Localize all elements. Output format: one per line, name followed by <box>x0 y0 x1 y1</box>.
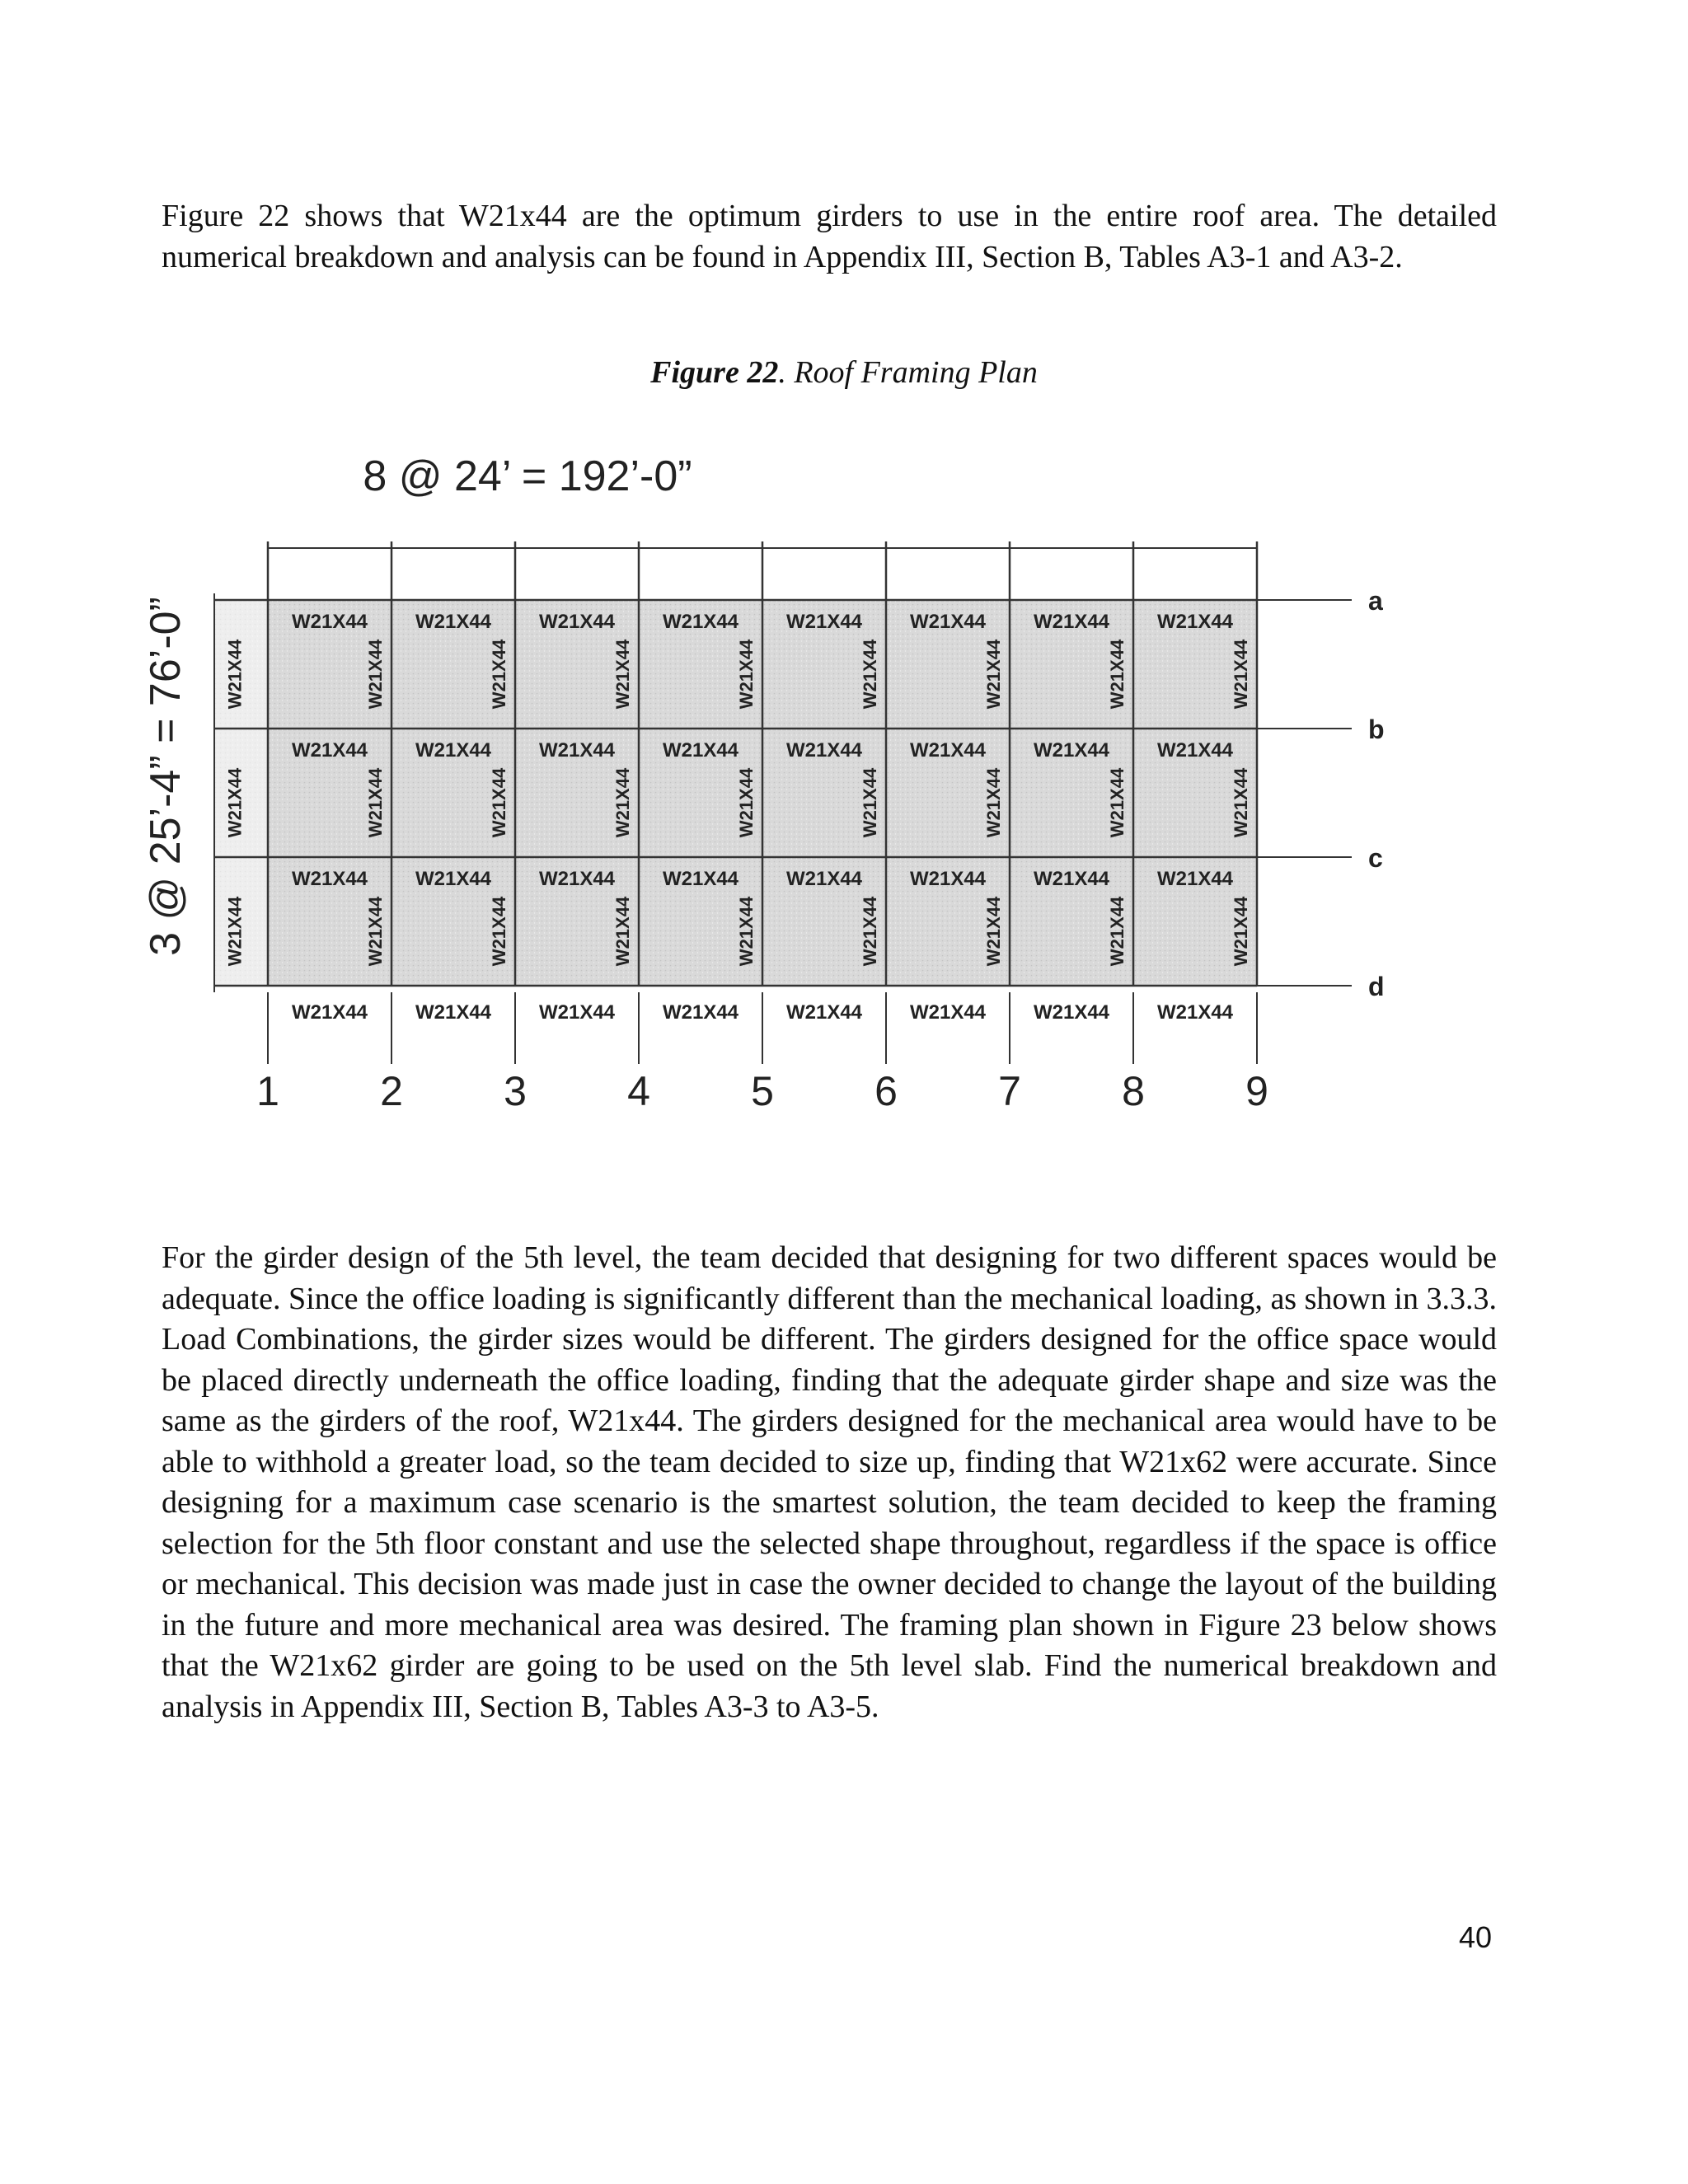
beam-label: W21X44 <box>612 896 633 967</box>
framing-plan-drawing <box>140 445 1459 1154</box>
girder-label: W21X44 <box>785 739 863 762</box>
girder-label: W21X44 <box>1156 1001 1234 1024</box>
row-grid-label-b: b <box>1368 715 1385 744</box>
column-grid-label-3: 3 <box>504 1068 527 1114</box>
girder-label: W21X44 <box>1156 611 1234 633</box>
beam-label: W21X44 <box>365 767 386 838</box>
girder-label: W21X44 <box>785 868 863 890</box>
beam-label: W21X44 <box>365 639 386 710</box>
column-grid-label-1: 1 <box>256 1068 279 1114</box>
column-grid-label-5: 5 <box>751 1068 774 1114</box>
beam-label: W21X44 <box>736 639 757 710</box>
column-grid-label-6: 6 <box>874 1068 898 1114</box>
girder-label: W21X44 <box>415 611 492 633</box>
girder-label: W21X44 <box>662 868 739 890</box>
beam-label: W21X44 <box>736 896 757 967</box>
girder-label: W21X44 <box>415 739 492 762</box>
girder-label: W21X44 <box>291 739 368 762</box>
beam-label: W21X44 <box>1107 767 1128 838</box>
column-grid-label-2: 2 <box>380 1068 403 1114</box>
beam-label: W21X44 <box>1107 896 1128 967</box>
beam-label: W21X44 <box>612 767 633 838</box>
beam-label: W21X44 <box>1231 639 1251 710</box>
girder-label: W21X44 <box>1033 868 1110 890</box>
girder-label: W21X44 <box>538 611 616 633</box>
girder-label: W21X44 <box>291 1001 368 1024</box>
girder-label: W21X44 <box>291 611 368 633</box>
vertical-dimension-text: 3 @ 25’-4” = 76’-0” <box>142 597 190 956</box>
column-grid-label-4: 4 <box>627 1068 650 1114</box>
girder-label: W21X44 <box>1033 1001 1110 1024</box>
girder-label: W21X44 <box>415 868 492 890</box>
girder-label: W21X44 <box>662 739 739 762</box>
girder-label: W21X44 <box>1033 611 1110 633</box>
beam-label: W21X44 <box>983 767 1004 838</box>
column-grid-label-7: 7 <box>998 1068 1021 1114</box>
girder-label: W21X44 <box>662 1001 739 1024</box>
girder-label: W21X44 <box>909 611 987 633</box>
girder-label: W21X44 <box>662 611 739 633</box>
beam-label: W21X44 <box>860 896 880 967</box>
beam-label: W21X44 <box>612 639 633 710</box>
horizontal-dimension-text: 8 @ 24’ = 192’-0” <box>363 452 692 500</box>
girder-label: W21X44 <box>785 611 863 633</box>
column-grid-label-8: 8 <box>1122 1068 1145 1114</box>
girder-label: W21X44 <box>785 1001 863 1024</box>
girder-label: W21X44 <box>1156 739 1234 762</box>
row-grid-label-d: d <box>1368 972 1385 1001</box>
girder-design-paragraph: For the girder design of the 5th level, the team decided that designing for two different spaces would be adequate. Since the office loading is significantly different than the mechanical loading, as shown in 3.3.3. Load Combinations, the girder sizes would be different. The girders designed for the office space would be placed directly underneath the office loading, finding that the adequate girder shape and size was the same as the girders of the roof, W21x44. The girders designed for the mechanical area would have to be able to withhold a greater load, so the team decided to size up, finding that W21x62 were accurate. Since designing for a maximum case scenario is the smartest solution, the team decided to keep the framing selection for the 5th floor constant and use the selected shape throughout, regardless if the space is office or mechanical. This decision was made just in case the owner decided to change the layout of the building in the future and more mechanical area was desired. The framing plan shown in Figure 23 below shows that the W21x62 girder are going to be used on the 5th level slab. Find the numerical breakdown and analysis in Appendix III, Section B, Tables A3-3 to A3-5. <box>162 1240 1497 1724</box>
girder-label: W21X44 <box>1156 868 1234 890</box>
beam-label: W21X44 <box>860 767 880 838</box>
girder-label: W21X44 <box>909 1001 987 1024</box>
girder-label: W21X44 <box>538 868 616 890</box>
intro-paragraph: Figure 22 shows that W21x44 are the optimum girders to use in the entire roof area. The detailed numerical breakdown and analysis can be found in Appendix III, Section B, Tables A3-1 and A3-2. <box>162 199 1497 274</box>
beam-label: W21X44 <box>224 767 246 838</box>
row-grid-label-a: a <box>1368 586 1383 616</box>
beam-label: W21X44 <box>1231 767 1251 838</box>
row-grid-label-c: c <box>1368 843 1383 873</box>
girder-label: W21X44 <box>1033 739 1110 762</box>
girder-label: W21X44 <box>291 868 368 890</box>
column-grid-label-9: 9 <box>1245 1068 1268 1114</box>
page-number: 40 <box>1458 1920 1492 1954</box>
beam-label: W21X44 <box>1231 896 1251 967</box>
beam-label: W21X44 <box>860 639 880 710</box>
beam-label: W21X44 <box>736 767 757 838</box>
girder-label: W21X44 <box>415 1001 492 1024</box>
beam-label: W21X44 <box>365 896 386 967</box>
figure-number: Figure 22 <box>650 355 779 390</box>
beam-label: W21X44 <box>489 767 509 838</box>
beam-label: W21X44 <box>983 896 1004 967</box>
beam-label: W21X44 <box>224 639 246 710</box>
roof-framing-plan <box>140 445 1459 1158</box>
girder-label: W21X44 <box>909 739 987 762</box>
figure-title: . Roof Framing Plan <box>778 355 1038 390</box>
girder-label: W21X44 <box>538 1001 616 1024</box>
girder-label: W21X44 <box>909 868 987 890</box>
beam-label: W21X44 <box>983 639 1004 710</box>
figure-caption <box>0 354 1688 391</box>
beam-label: W21X44 <box>489 639 509 710</box>
beam-label: W21X44 <box>489 896 509 967</box>
girder-label: W21X44 <box>538 739 616 762</box>
beam-label: W21X44 <box>1107 639 1128 710</box>
beam-label: W21X44 <box>224 896 246 967</box>
